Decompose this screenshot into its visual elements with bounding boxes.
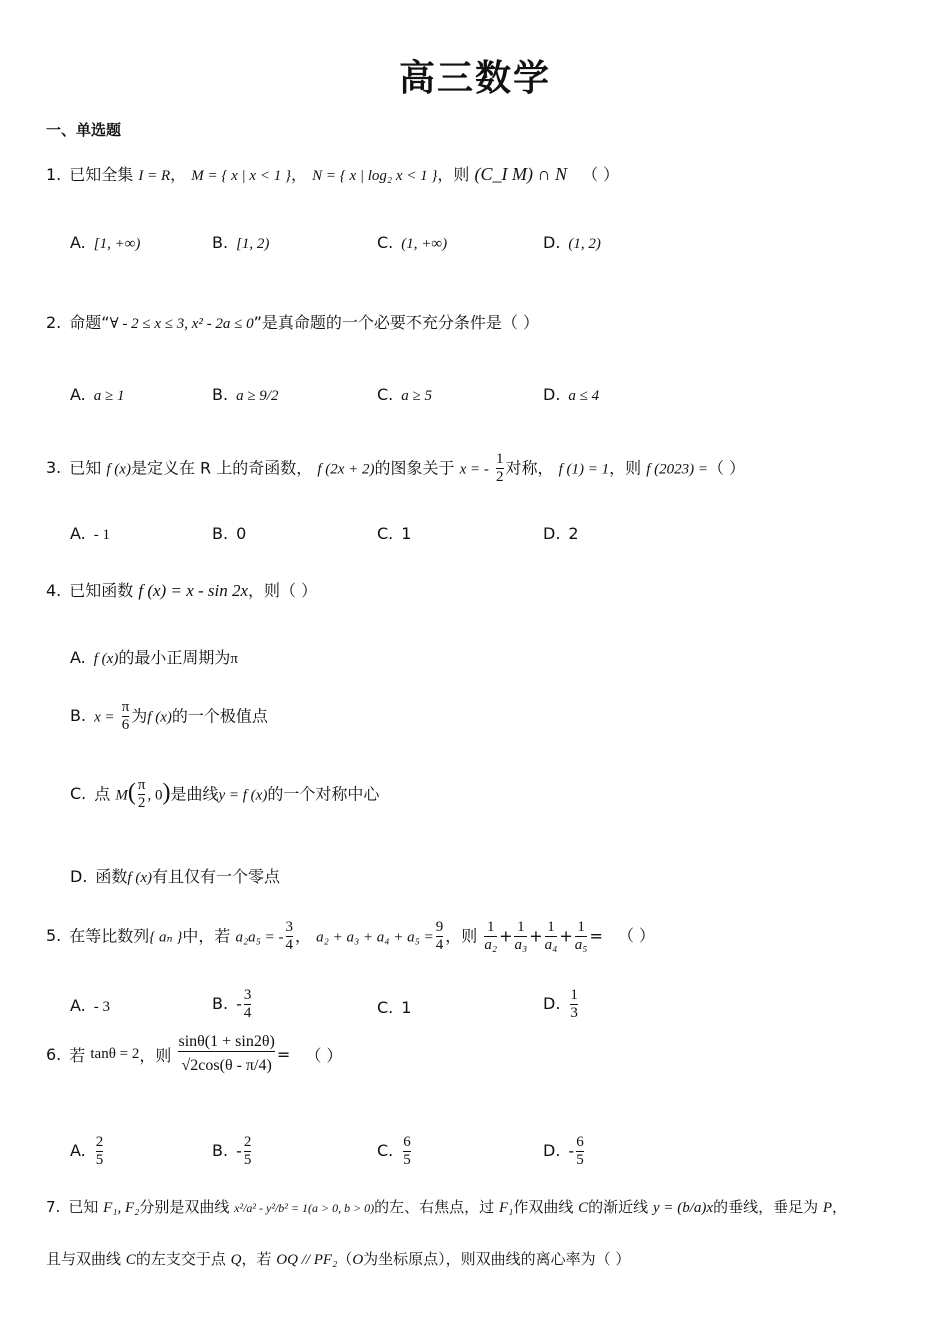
question-text: 作双曲线 (513, 1198, 574, 1216)
option-c: C. 1 (377, 524, 412, 543)
math-expr: P (822, 1200, 833, 1216)
question-text: ， (290, 165, 307, 184)
math-expr: f (2x + 2) (317, 461, 375, 478)
option-b: B. a ≥ 9/2 (212, 385, 279, 404)
fraction: $\frac{3}{4}$ (243, 987, 252, 1021)
fraction: $\frac{9}{4}$ (435, 919, 444, 953)
math-expr: (C_I M) ∩ N (474, 164, 567, 184)
math-expr: a₂a₅ = - (235, 929, 284, 946)
question-text: ， (832, 1198, 848, 1216)
math-expr: N = { x | log₂ x < 1 } (312, 168, 438, 184)
math-expr: f (2023) = (646, 461, 709, 478)
fraction: $\frac{1}{\text{a₃}}$ (514, 919, 528, 953)
question-text: ，则（ ） (248, 581, 318, 600)
math-expr: a₂ + a₃ + a₄ + a₅ = (316, 929, 434, 946)
question-text: 中，若 (182, 926, 231, 946)
question-text: 的渐近线 (588, 1198, 649, 1216)
question-text: 在等比数列 (69, 926, 150, 946)
question-6: 6. 若 tanθ = 2，则 $\frac{\sin\theta(1 + \sin 2\theta)}{√2\cos(\theta - \pi/4)}$ = （ ） (46, 1033, 343, 1074)
option-a: A. - 3 (70, 996, 110, 1015)
math-expr: O (352, 1252, 364, 1268)
option-a: A. [1, +∞) (70, 233, 141, 252)
option-b: B. 0 (212, 524, 247, 543)
question-1 (46, 162, 619, 185)
option-c: C. a ≥ 5 (377, 385, 432, 404)
fraction: $\frac{1}{\text{a₄}}$ (544, 919, 558, 953)
question-text: ，则 (437, 165, 470, 184)
option-c: C. 点 M( $\frac{\pi}{2}$ , 0)是曲线y = f (x)的一个对称中心 (70, 777, 380, 811)
fraction: $\frac{\pi}{6}$ (121, 699, 130, 733)
math-expr: C (578, 1200, 589, 1216)
math-expr: OQ // PF₂ (276, 1252, 338, 1268)
question-text: 已知 (69, 458, 102, 478)
fraction: $\frac{1}{\text{a₅}}$ (574, 919, 588, 953)
fraction: $\frac{1}{3}$ (570, 987, 578, 1021)
option-a: A. - 1 (70, 524, 110, 543)
question-number: 2. (46, 313, 62, 332)
option-d: D. 2 (543, 524, 579, 543)
question-7-line-2 (46, 1248, 630, 1269)
math-expr: tanθ = 2 (90, 1045, 140, 1062)
question-text: 的左支交于点 (135, 1250, 226, 1268)
fraction: $\frac{\sin\theta(1 + \sin 2\theta)}{√2\cos(\theta - \pi/4)}$ (178, 1033, 275, 1074)
math-expr: x²/a² - y²/b² = 1(a > 0, b > 0) (234, 1201, 375, 1215)
option-b: B. [1, 2) (212, 233, 270, 252)
answer-paren: （ ） (708, 458, 746, 478)
math-expr: { aₙ } (149, 929, 183, 946)
option-a: A. $\frac{2}{5}$ (70, 1134, 104, 1168)
option-d: D. - $\frac{6}{5}$ (543, 1134, 584, 1168)
math-expr: M = { x | x < 1 } (191, 168, 291, 184)
option-c: C. $\frac{6}{5}$ (377, 1134, 411, 1168)
option-d: D. a ≤ 4 (543, 385, 600, 404)
question-number: 6. (46, 1044, 62, 1064)
option-a: A. a ≥ 1 (70, 385, 125, 404)
question-number: 1. (46, 165, 62, 184)
option-b: B. x = $\frac{\pi}{6}$ 为f (x)的一个极值点 (70, 699, 268, 733)
math-expr: F₁, F₂ (103, 1200, 140, 1216)
math-expr: ∀ - 2 ≤ x ≤ 3, x² - 2a ≤ 0 (109, 316, 254, 332)
question-text: ，若 (241, 1250, 272, 1268)
fraction: $\frac{1}{2}$ (496, 451, 504, 485)
fraction: $\frac{3}{4}$ (285, 919, 294, 953)
math-expr: f (x) = x - sin 2x (138, 581, 249, 600)
option-a: A. f (x)的最小正周期为π (70, 648, 238, 667)
question-7 (46, 1196, 847, 1217)
fraction: $\frac{2}{5}$ (243, 1134, 252, 1168)
answer-paren: （ ） (305, 1045, 343, 1065)
question-text: ，则 (139, 1045, 172, 1065)
paren-open: ( (127, 779, 136, 806)
option-d: D. 函数f (x)有且仅有一个零点 (70, 867, 281, 886)
question-number: 7. (46, 1198, 61, 1216)
fraction: $\frac{2}{5}$ (95, 1134, 104, 1168)
question-2 (46, 310, 539, 333)
answer-paren: （ ） (617, 926, 656, 946)
math-expr: C (125, 1252, 136, 1268)
option-c: C. (1, +∞) (377, 233, 448, 252)
math-expr: I = R (138, 168, 171, 184)
question-text: 的左、右焦点，过 (374, 1198, 495, 1216)
question-5: 5. 在等比数列{ aₙ }中，若 a₂a₅ = - $\frac{3}{4}$ ， a₂ + a₃ + a₄ + a₅ = $\frac{9}{4}$ ，则 $\frac{1}{\text{a₂}}$ + $\frac{1}{\text{a₃}}$ + $\frac{1}{\text{a₄}}$ + $\frac{1}{\text{a₅}}$ = （ ） (46, 919, 656, 953)
option-b: B. - $\frac{2}{5}$ (212, 1134, 252, 1168)
question-text: ”是真命题的一个必要不充分条件是（ ） (253, 313, 540, 332)
fraction: $\frac{\pi}{2}$ (137, 777, 146, 811)
question-text: 为坐标原点），则双曲线的离心率为（ ） (363, 1250, 631, 1268)
math-expr: x = - (459, 461, 489, 478)
option-d: D. (1, 2) (543, 233, 601, 252)
fraction: $\frac{6}{5}$ (403, 1134, 411, 1168)
question-text: （ (337, 1250, 353, 1268)
question-text: 已知全集 (69, 165, 134, 184)
question-text: 分别是双曲线 (139, 1198, 230, 1216)
option-d: D. $\frac{1}{3}$ (543, 987, 578, 1021)
question-text: 的垂线，垂足为 (713, 1198, 819, 1216)
question-number: 5. (46, 926, 62, 946)
fraction: $\frac{1}{\text{a₂}}$ (484, 919, 498, 953)
question-text: ，则 (609, 458, 642, 478)
math-expr: F₁ (498, 1200, 514, 1216)
fraction: $\frac{6}{5}$ (576, 1134, 584, 1168)
math-expr: Q (230, 1252, 242, 1268)
math-expr: f (x) (106, 461, 131, 478)
paren-close: ) (162, 779, 171, 806)
question-text: 已知 (68, 1198, 99, 1216)
option-b: B. - $\frac{3}{4}$ (212, 987, 252, 1021)
question-text: 对称， (505, 458, 554, 478)
question-text: 已知函数 (69, 581, 134, 600)
question-4 (46, 578, 317, 601)
question-text: 命题“ (69, 313, 110, 332)
question-text: ， (170, 165, 187, 184)
math-expr: f (1) = 1 (558, 461, 610, 478)
question-text: 若 (69, 1045, 86, 1065)
question-number: 3. (46, 458, 62, 478)
math-expr: y = (b/a)x (652, 1200, 714, 1216)
option-c: C. 1 (377, 998, 412, 1017)
section-heading: 一、单选题 (46, 121, 122, 139)
answer-paren: （ ） (582, 165, 620, 184)
question-number: 4. (46, 581, 62, 600)
question-text: 是定义在 R 上的奇函数， (130, 458, 313, 478)
page-title: 高三数学 (398, 58, 551, 99)
question-text: 的图象关于 (374, 458, 455, 478)
question-3 (46, 452, 745, 486)
question-text: 且与双曲线 (46, 1250, 122, 1268)
